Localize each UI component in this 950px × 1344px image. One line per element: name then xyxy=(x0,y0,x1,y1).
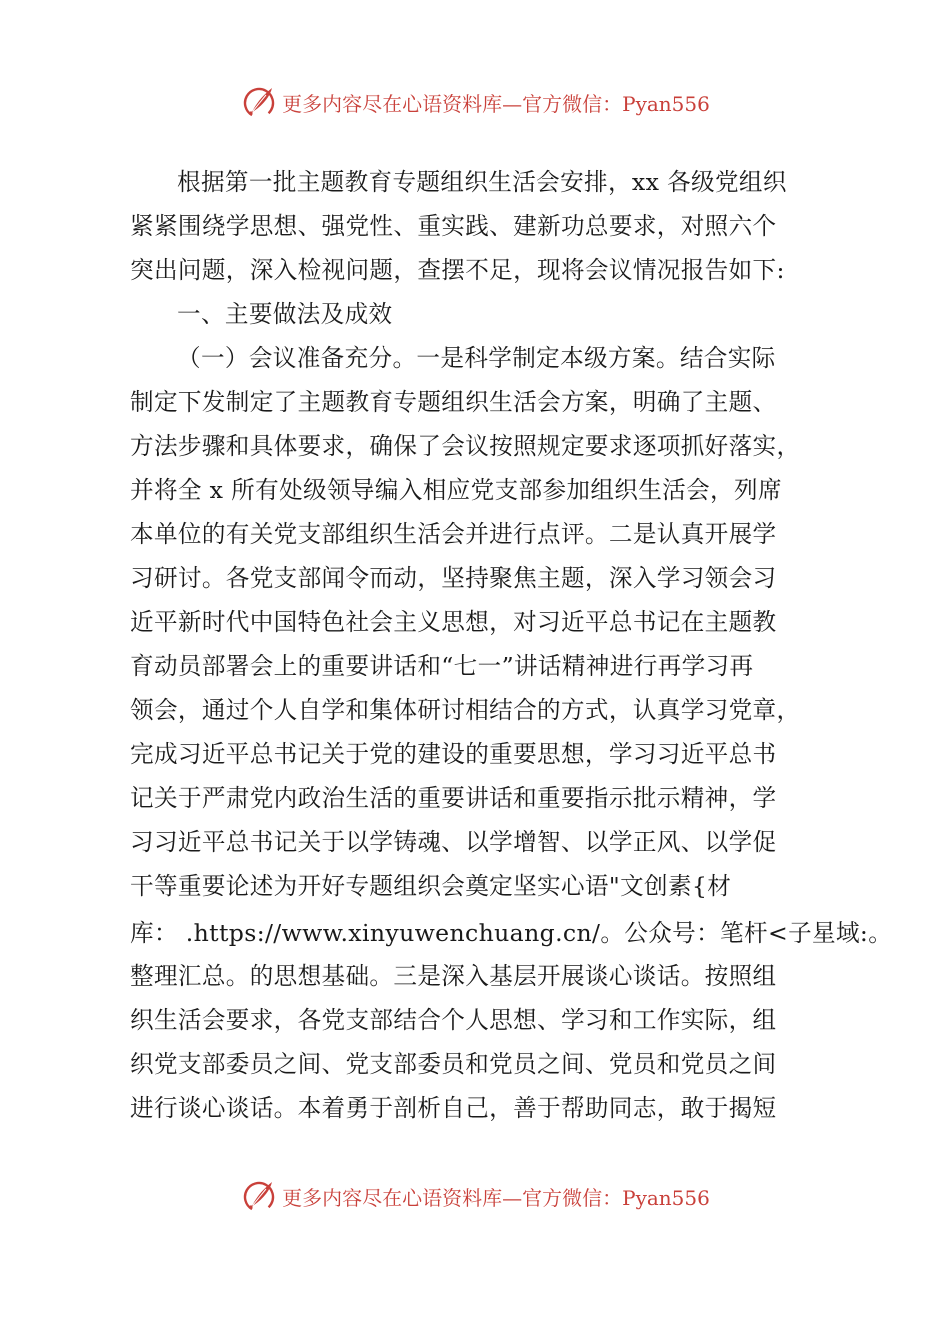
body-line: 习研讨。各党支部闻令而动，坚持聚焦主题，深入学习领会习 xyxy=(130,564,777,592)
body-line: 本单位的有关党支部组织生活会并进行点评。二是认真开展学 xyxy=(130,520,777,548)
body-line-url: 库： .https://www.xinyuwenchuang.cn/。公众号：笔杆<子星域:。 xyxy=(130,919,893,947)
watermark-text-bottom: 更多内容尽在心语资料库—官方微信：Pyan556 xyxy=(282,1185,710,1210)
watermark-text-top: 更多内容尽在心语资料库—官方微信：Pyan556 xyxy=(282,91,710,116)
body-line: 织生活会要求，各党支部结合个人思想、学习和工作实际，组 xyxy=(130,1006,777,1034)
body-line: 干等重要论述为开好专题组织会奠定坚实心语"文创素{材 xyxy=(130,872,732,900)
body-line: 进行谈心谈话。本着勇于剖析自己，善于帮助同志，敢于揭短 xyxy=(130,1094,777,1122)
body-line: 突出问题，深入检视问题，查摆不足，现将会议情况报告如下: xyxy=(130,256,785,284)
body-line: 领会，通过个人自学和集体研讨相结合的方式，认真学习党章， xyxy=(130,696,801,724)
body-line: 紧紧围绕学思想、强党性、重实践、建新功总要求，对照六个 xyxy=(130,212,777,240)
watermark-banner-bottom xyxy=(0,1176,950,1216)
body-line: 织党支部委员之间、党支部委员和党员之间、党员和党员之间 xyxy=(130,1050,777,1078)
body-line: 并将全 x 所有处级领导编入相应党支部参加组织生活会，列席 xyxy=(130,476,782,504)
quill-pen-logo-icon xyxy=(240,82,280,122)
body-line: 习习近平总书记关于以学铸魂、以学增智、以学正风、以学促 xyxy=(130,828,777,856)
section-heading: 一、主要做法及成效 xyxy=(177,300,393,328)
watermark-banner-top xyxy=(0,82,950,122)
body-line: 完成习近平总书记关于党的建设的重要思想，学习习近平总书 xyxy=(130,740,777,768)
body-line: 方法步骤和具体要求，确保了会议按照规定要求逐项抓好落实， xyxy=(130,432,801,460)
body-line: 近平新时代中国特色社会主义思想，对习近平总书记在主题教 xyxy=(130,608,777,636)
quill-pen-logo-icon xyxy=(240,1176,280,1216)
body-line: 根据第一批主题教育专题组织生活会安排，xx 各级党组织 xyxy=(177,168,787,196)
body-line: （一）会议准备充分。一是科学制定本级方案。结合实际 xyxy=(177,344,776,372)
body-line: 育动员部署会上的重要讲话和“七一”讲话精神进行再学习再 xyxy=(130,652,754,680)
document-body xyxy=(130,160,893,1130)
body-line: 记关于严肃党内政治生活的重要讲话和重要指示批示精神，学 xyxy=(130,784,777,812)
body-line: 整理汇总。的思想基础。三是深入基层开展谈心谈话。按照组 xyxy=(130,962,777,990)
body-line: 制定下发制定了主题教育专题组织生活会方案，明确了主题、 xyxy=(130,388,777,416)
